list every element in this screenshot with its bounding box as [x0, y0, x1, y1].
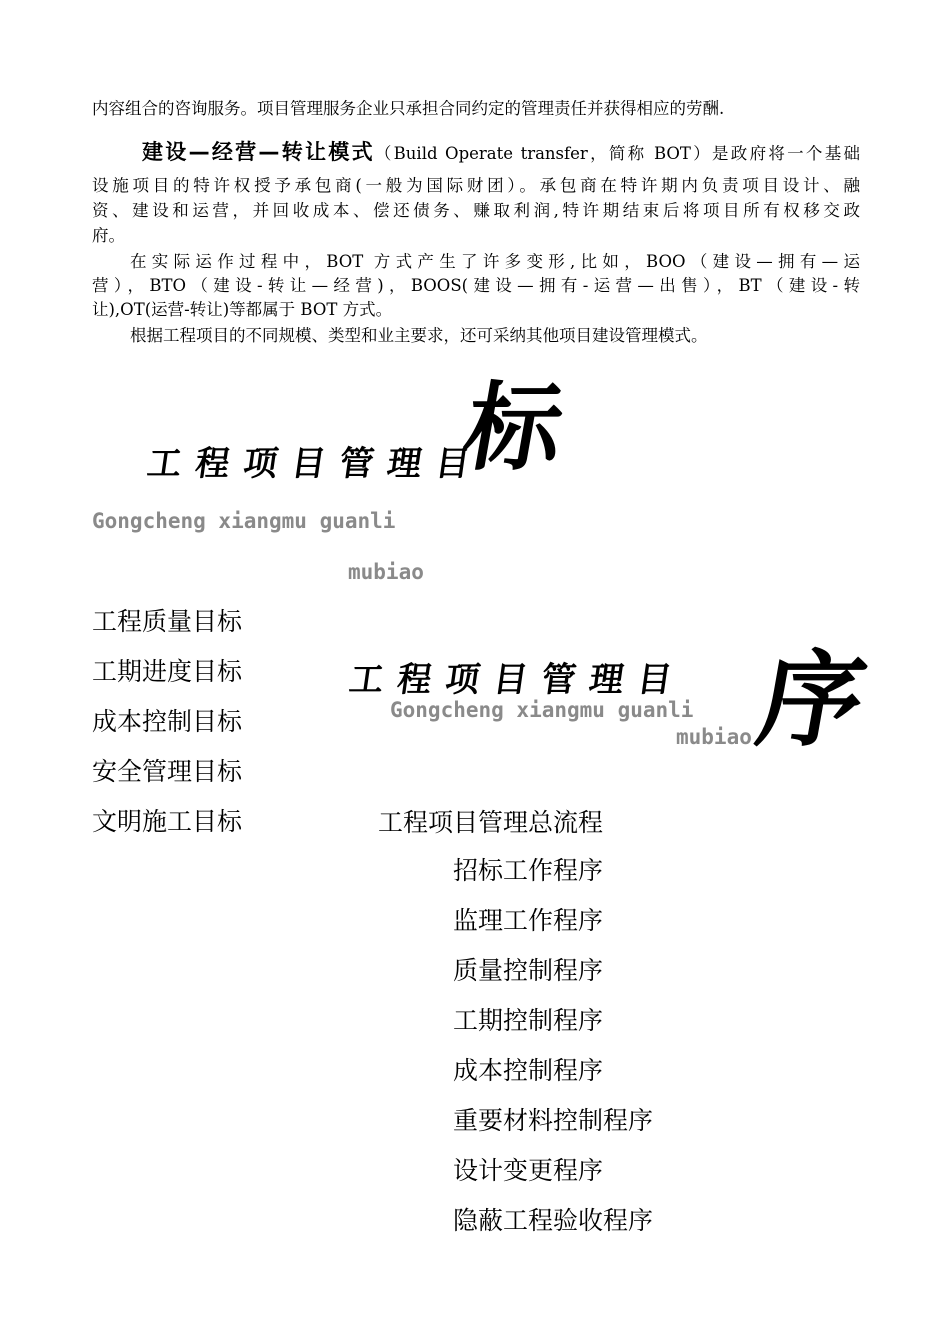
- bot-lead: 建设—经营—转让模式: [142, 140, 375, 164]
- goals-big-char: 标: [456, 371, 573, 484]
- goal-item: 工期进度目标: [92, 657, 243, 686]
- goal-item: 文明施工目标: [92, 807, 243, 836]
- variants-line2: 营），BTO（建设-转让—经营)，BOOS(建设—拥有-运营—出售），BT（建设-转: [92, 276, 860, 295]
- procedure-heading: 工程项目管理目: [346, 660, 689, 700]
- procedure-item: 质量控制程序: [453, 956, 604, 985]
- procedure-item: 重要材料控制程序: [453, 1106, 654, 1135]
- procedure-item: 招标工作程序: [453, 856, 604, 885]
- procedure-main-item: [378, 798, 603, 848]
- procedure-main-label: 工程项目管理总流程: [378, 808, 604, 837]
- goals-pinyin-line1: Gongcheng xiangmu guanli: [92, 509, 396, 533]
- procedure-pinyin-line2: mubiao: [676, 725, 752, 749]
- procedure-item: 设计变更程序: [453, 1156, 604, 1185]
- goal-item: 安全管理目标: [92, 757, 243, 786]
- goal-item: 成本控制目标: [92, 707, 243, 736]
- bot-line2: 设施项目的特许权授予承包商(一般为国际财团）。承包商在特许期内负责项目设计、融: [92, 176, 860, 195]
- procedure-item: 隐蔽工程验收程序: [453, 1206, 654, 1235]
- other-modes: 根据工程项目的不同规模、类型和业主要求，还可采纳其他项目建设管理模式。: [130, 326, 708, 345]
- procedure-big-char: 序: [749, 638, 875, 761]
- bot-line3: 资、建设和运营，并回收成本、偿还债务、赚取利润,特许期结束后将项目所有权移交政: [92, 201, 860, 220]
- goals-pinyin-line2: mubiao: [348, 560, 424, 584]
- goal-item: 工程质量目标: [92, 607, 243, 636]
- procedure-item: 成本控制程序: [453, 1056, 604, 1085]
- goals-list: [92, 597, 242, 847]
- bot-line4: 府。: [92, 226, 125, 245]
- goals-heading: 工程项目管理目: [144, 444, 487, 484]
- bot-paragraph-line1: [92, 136, 860, 170]
- procedure-item: 工期控制程序: [453, 1006, 604, 1035]
- intro-line: 内容组合的咨询服务。项目管理服务企业只承担合同约定的管理责任并获得相应的劳酬.: [92, 99, 725, 118]
- variants-line1: 在实际运作过程中，BOT 方式产生了许多变形,比如，BOO（建设—拥有—运: [130, 252, 860, 271]
- procedure-pinyin-line1: Gongcheng xiangmu guanli: [390, 698, 694, 722]
- procedure-item: 监理工作程序: [453, 906, 604, 935]
- procedure-list: [453, 846, 653, 1246]
- variants-line3: 让),OT(运营-转让)等都属于 BOT 方式。: [92, 300, 393, 319]
- bot-line1-rest: （Build Operate transfer，简称 BOT）是政府将一个基础: [374, 144, 861, 163]
